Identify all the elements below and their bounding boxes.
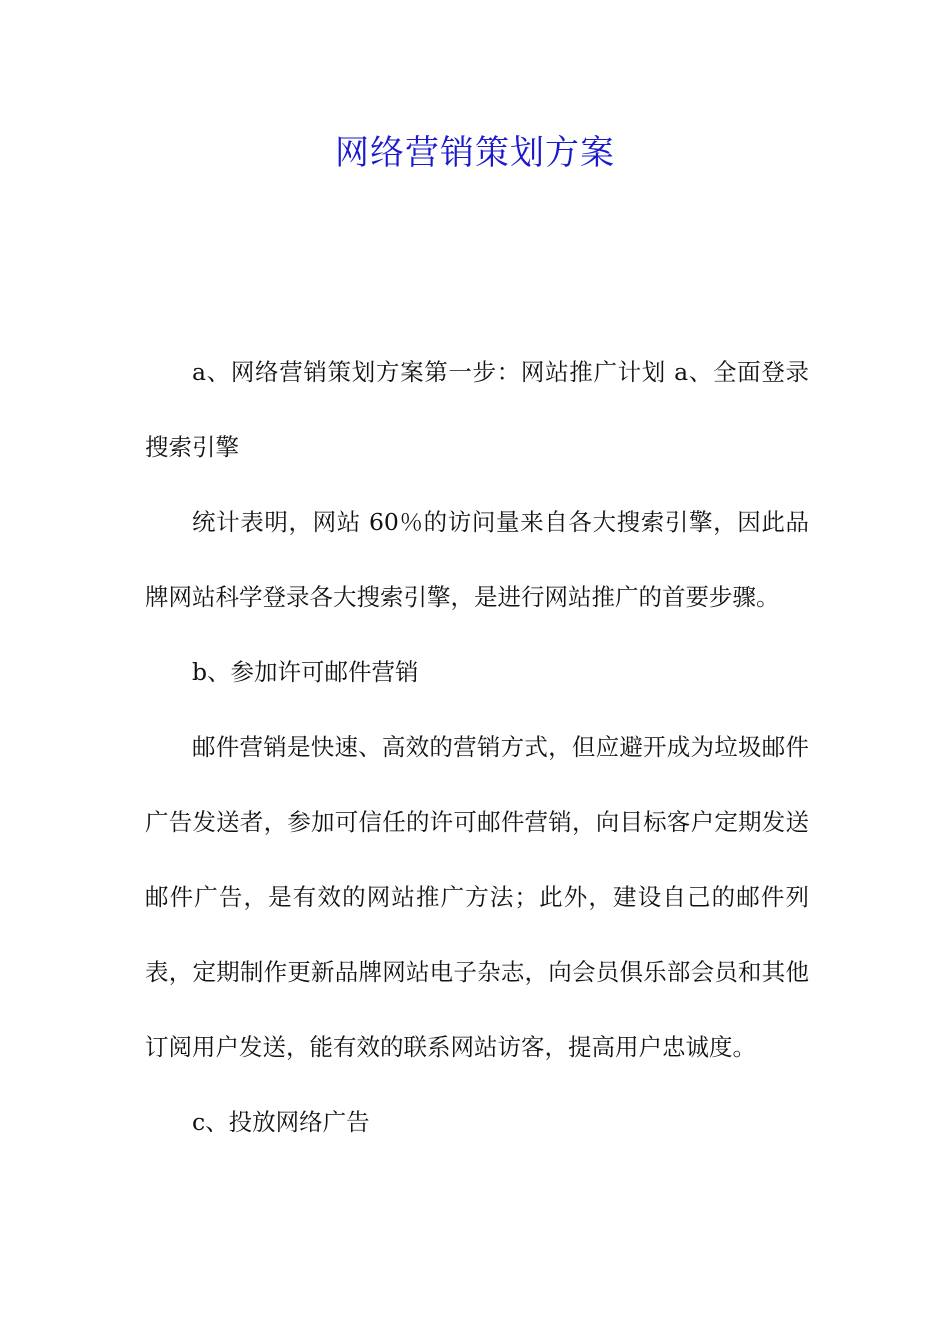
paragraph-ads-heading: c、投放网络广告 (192, 1108, 370, 1136)
document-title: 网络营销策划方案 (335, 133, 615, 173)
paragraph-step-one-heading: a、网络营销策划方案第一步：网站推广计划 a、全面登录搜索引擎 (145, 358, 809, 461)
paragraph-email-marketing: 邮件营销是快速、高效的营销方式，但应避开成为垃圾邮件广告发送者，参加可信任的许可邮件营销，向目标客户定期发送邮件广告，是有效的网站推广方法；此外，建设自己的邮件列表，定期制作更新品牌网站电子杂志，向会员俱乐部会员和其他订阅用户发送，能有效的联系网站访客，提高用户忠诚度。 (145, 733, 809, 1061)
document-body (145, 335, 809, 1160)
paragraph-email-heading: b、参加许可邮件营销 (192, 658, 419, 686)
paragraph-search-engine: 统计表明，网站 60％的访问量来自各大搜索引擎，因此品牌网站科学登录各大搜索引擎，是进行网站推广的首要步骤。 (145, 508, 809, 611)
